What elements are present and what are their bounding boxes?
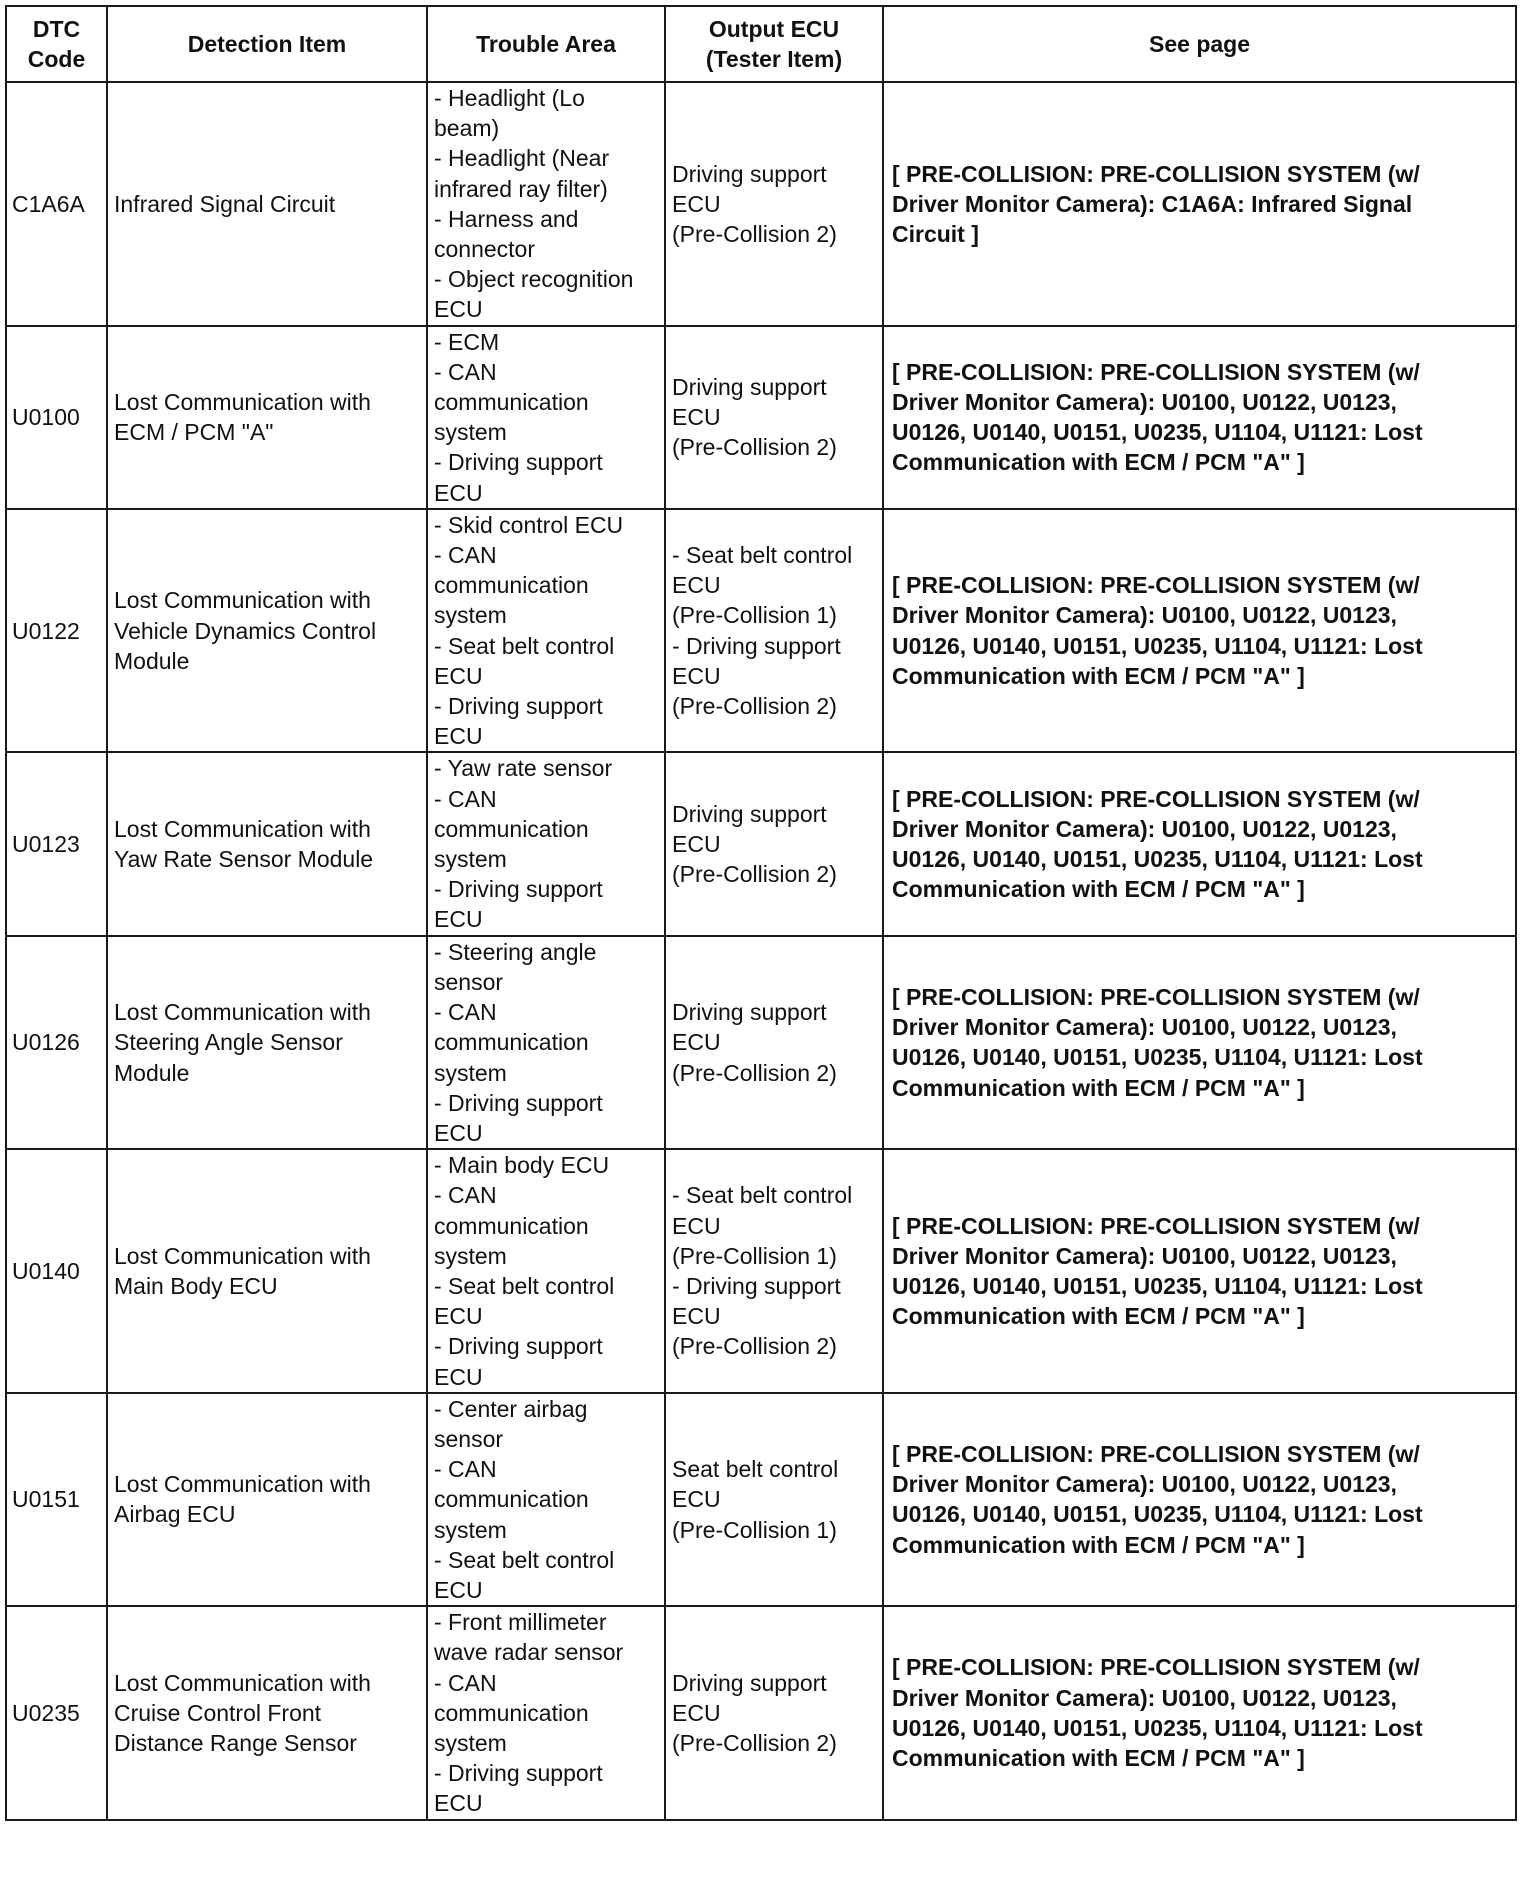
cell-line: (Pre-Collision 2) (672, 1059, 837, 1086)
cell-line: Driver Monitor Camera): U0100, U0122, U0123, (892, 602, 1397, 629)
cell-line: infrared ray filter) (434, 175, 608, 202)
cell-line: Airbag ECU (114, 1501, 236, 1528)
cell-line: ECU (434, 662, 483, 689)
table-row (6, 752, 1516, 935)
see-page-cell (883, 82, 1516, 326)
header-dtc-code (6, 6, 107, 82)
output-ecu-cell (665, 752, 883, 935)
header-line: DTC (32, 16, 81, 42)
see-page-cell (883, 752, 1516, 935)
cell-line: ECU (434, 723, 483, 750)
dtc-table (5, 5, 1517, 1821)
trouble-area-cell (427, 509, 665, 753)
see-page-cell (883, 1393, 1516, 1606)
cell-line: Driver Monitor Camera): U0100, U0122, U0123, (892, 389, 1397, 416)
cell-line: - CAN (434, 1182, 497, 1209)
header-line: See page (1149, 31, 1250, 57)
trouble-area-cell (427, 1606, 665, 1819)
cell-line: C1A6A (12, 190, 85, 217)
header-line: Output ECU (708, 16, 840, 42)
cell-line: system (434, 602, 507, 629)
cell-line: system (434, 1729, 507, 1756)
cell-line: communication (434, 389, 589, 416)
cell-line: Lost Communication with (114, 587, 371, 614)
cell-line: communication (434, 1212, 589, 1239)
output-ecu-cell (665, 936, 883, 1149)
cell-line: - CAN (434, 999, 497, 1026)
detection-item-cell (107, 82, 427, 326)
cell-line: [ PRE-COLLISION: PRE-COLLISION SYSTEM (w/ (892, 983, 1420, 1010)
cell-line: system (434, 1516, 507, 1543)
detection-item-cell (107, 326, 427, 509)
cell-line: ECU (434, 296, 483, 323)
cell-line: Driving support (672, 160, 827, 187)
dtc-code-cell (6, 509, 107, 753)
cell-line: communication (434, 1029, 589, 1056)
cell-line: communication (434, 572, 589, 599)
cell-line: sensor (434, 1425, 504, 1452)
cell-line: - Driving support (434, 1333, 603, 1360)
cell-line: - CAN (434, 1456, 497, 1483)
cell-line: ECU (434, 479, 483, 506)
cell-line: Lost Communication with (114, 1669, 371, 1696)
cell-line: Seat belt control (672, 1456, 839, 1483)
cell-line: Driver Monitor Camera): U0100, U0122, U0123, (892, 1684, 1397, 1711)
trouble-area-cell (427, 326, 665, 509)
cell-line: - Driving support (672, 1272, 841, 1299)
dtc-code-cell (6, 326, 107, 509)
table-row (6, 1149, 1516, 1393)
output-ecu-cell (665, 1606, 883, 1819)
cell-line: - Driving support (434, 1760, 603, 1787)
cell-line: - Seat belt control (434, 1546, 615, 1573)
cell-line: (Pre-Collision 1) (672, 1242, 837, 1269)
detection-item-cell (107, 509, 427, 753)
cell-line: - Driving support (434, 449, 603, 476)
cell-line: (Pre-Collision 1) (672, 1516, 837, 1543)
cell-line: ECU (672, 572, 721, 599)
cell-line: - Driving support (434, 1089, 603, 1116)
trouble-area-cell (427, 936, 665, 1149)
cell-line: Lost Communication with (114, 1471, 371, 1498)
cell-line: Module (114, 647, 190, 674)
output-ecu-cell (665, 326, 883, 509)
output-ecu-cell (665, 82, 883, 326)
cell-line: Module (114, 1059, 190, 1086)
cell-line: communication (434, 1699, 589, 1726)
cell-line: - CAN (434, 542, 497, 569)
detection-item-cell (107, 1393, 427, 1606)
see-page-cell (883, 1149, 1516, 1393)
cell-line: U0123 (12, 830, 80, 857)
trouble-area-cell (427, 752, 665, 935)
cell-line: ECU (434, 1576, 483, 1603)
dtc-code-cell (6, 1393, 107, 1606)
cell-line: [ PRE-COLLISION: PRE-COLLISION SYSTEM (w/ (892, 1441, 1420, 1468)
cell-line: U0126, U0140, U0151, U0235, U1104, U1121: Lost (892, 1714, 1423, 1741)
cell-line: - CAN (434, 1669, 497, 1696)
cell-line: Lost Communication with (114, 815, 371, 842)
cell-line: Driving support (672, 999, 827, 1026)
cell-line: - Driving support (672, 632, 841, 659)
cell-line: ECU (672, 1303, 721, 1330)
dtc-code-cell (6, 1606, 107, 1819)
dtc-code-cell (6, 1149, 107, 1393)
header-line: (Tester Item) (705, 46, 843, 72)
cell-line: sensor (434, 968, 504, 995)
cell-line: [ PRE-COLLISION: PRE-COLLISION SYSTEM (w/ (892, 1654, 1420, 1681)
cell-line: ECU (434, 1790, 483, 1817)
cell-line: system (434, 846, 507, 873)
table-row (6, 509, 1516, 753)
cell-line: [ PRE-COLLISION: PRE-COLLISION SYSTEM (w/ (892, 160, 1420, 187)
cell-line: U0126, U0140, U0151, U0235, U1104, U1121: Lost (892, 419, 1423, 446)
cell-line: (Pre-Collision 2) (672, 693, 837, 720)
cell-line: - Harness and (434, 205, 579, 232)
header-line: Trouble Area (476, 31, 616, 57)
table-row (6, 936, 1516, 1149)
cell-line: Lost Communication with (114, 1242, 371, 1269)
header-output-ecu (665, 6, 883, 82)
cell-line: wave radar sensor (434, 1639, 624, 1666)
cell-line: U0126, U0140, U0151, U0235, U1104, U1121: Lost (892, 1044, 1423, 1071)
header-line: Code (27, 46, 86, 72)
cell-line: - Center airbag (434, 1395, 588, 1422)
cell-line: ECU (434, 1119, 483, 1146)
trouble-area-cell (427, 82, 665, 326)
cell-line: system (434, 1059, 507, 1086)
see-page-cell (883, 509, 1516, 753)
dtc-code-cell (6, 936, 107, 1149)
cell-line: U0126, U0140, U0151, U0235, U1104, U1121: Lost (892, 632, 1423, 659)
cell-line: U0126, U0140, U0151, U0235, U1104, U1121: Lost (892, 846, 1423, 873)
cell-line: Driver Monitor Camera): C1A6A: Infrared Signal (892, 190, 1413, 217)
cell-line: communication (434, 815, 589, 842)
cell-line: (Pre-Collision 2) (672, 220, 837, 247)
cell-line: communication (434, 1486, 589, 1513)
cell-line: ECU (434, 1303, 483, 1330)
cell-line: U0126, U0140, U0151, U0235, U1104, U1121: Lost (892, 1501, 1423, 1528)
cell-line: Distance Range Sensor (114, 1729, 357, 1756)
cell-line: U0122 (12, 617, 80, 644)
cell-line: U0140 (12, 1257, 80, 1284)
cell-line: - Seat belt control (672, 1182, 853, 1209)
cell-line: Driving support (672, 1669, 827, 1696)
cell-line: ECU (672, 1212, 721, 1239)
see-page-cell (883, 326, 1516, 509)
cell-line: (Pre-Collision 2) (672, 434, 837, 461)
cell-line: - Seat belt control (672, 542, 853, 569)
cell-line: Lost Communication with (114, 999, 371, 1026)
cell-line: Driver Monitor Camera): U0100, U0122, U0123, (892, 815, 1397, 842)
detection-item-cell (107, 936, 427, 1149)
cell-line: ECU (672, 1699, 721, 1726)
cell-line: connector (434, 236, 536, 263)
cell-line: system (434, 1242, 507, 1269)
cell-line: ECU (672, 1486, 721, 1513)
cell-line: - Yaw rate sensor (434, 755, 613, 782)
cell-line: [ PRE-COLLISION: PRE-COLLISION SYSTEM (w/ (892, 785, 1420, 812)
header-see-page (883, 6, 1516, 82)
cell-line: [ PRE-COLLISION: PRE-COLLISION SYSTEM (w/ (892, 1212, 1420, 1239)
cell-line: U0126, U0140, U0151, U0235, U1104, U1121: Lost (892, 1272, 1423, 1299)
cell-line: Driving support (672, 373, 827, 400)
cell-line: (Pre-Collision 2) (672, 1729, 837, 1756)
detection-item-cell (107, 1606, 427, 1819)
cell-line: Cruise Control Front (114, 1699, 322, 1726)
header-line: Detection Item (187, 31, 347, 57)
table-row (6, 1606, 1516, 1819)
output-ecu-cell (665, 1393, 883, 1606)
cell-line: - Driving support (434, 876, 603, 903)
table-body (6, 82, 1516, 1820)
dtc-code-cell (6, 752, 107, 935)
cell-line: - Headlight (Lo (434, 85, 585, 111)
cell-line: Communication with ECM / PCM "A" ] (892, 1303, 1305, 1330)
table-row (6, 1393, 1516, 1606)
table-row (6, 326, 1516, 509)
cell-line: Communication with ECM / PCM "A" ] (892, 1074, 1305, 1101)
cell-line: ECU (672, 662, 721, 689)
detection-item-cell (107, 1149, 427, 1393)
see-page-cell (883, 1606, 1516, 1819)
cell-line: Steering Angle Sensor (114, 1029, 343, 1056)
cell-line: Communication with ECM / PCM "A" ] (892, 876, 1305, 903)
table-header (6, 6, 1516, 82)
cell-line: [ PRE-COLLISION: PRE-COLLISION SYSTEM (w/ (892, 572, 1420, 599)
cell-line: Communication with ECM / PCM "A" ] (892, 1745, 1305, 1772)
cell-line: - ECM (434, 328, 500, 355)
cell-line: [ PRE-COLLISION: PRE-COLLISION SYSTEM (w/ (892, 358, 1420, 385)
cell-line: Vehicle Dynamics Control (114, 617, 377, 644)
trouble-area-cell (427, 1393, 665, 1606)
cell-line: Communication with ECM / PCM "A" ] (892, 449, 1305, 476)
cell-line: - Seat belt control (434, 1272, 615, 1299)
cell-line: ECM / PCM "A" (114, 419, 274, 446)
cell-line: ECU (672, 190, 721, 217)
cell-line: - Seat belt control (434, 632, 615, 659)
table-row (6, 82, 1516, 326)
header-detection-item (107, 6, 427, 82)
cell-line: (Pre-Collision 2) (672, 861, 837, 888)
cell-line: Driver Monitor Camera): U0100, U0122, U0123, (892, 1471, 1397, 1498)
cell-line: ECU (672, 830, 721, 857)
output-ecu-cell (665, 1149, 883, 1393)
output-ecu-cell (665, 509, 883, 753)
cell-line: U0151 (12, 1486, 80, 1513)
cell-line: U0126 (12, 1029, 80, 1056)
cell-line: ECU (672, 1029, 721, 1056)
cell-line: - Headlight (Near (434, 145, 610, 172)
cell-line: - Driving support (434, 693, 603, 720)
cell-line: Driver Monitor Camera): U0100, U0122, U0123, (892, 1242, 1397, 1269)
cell-line: ECU (434, 906, 483, 933)
cell-line: - Skid control ECU (434, 511, 624, 538)
cell-line: U0235 (12, 1699, 80, 1726)
cell-line: Communication with ECM / PCM "A" ] (892, 662, 1305, 689)
cell-line: Yaw Rate Sensor Module (114, 846, 374, 873)
cell-line: - CAN (434, 785, 497, 812)
dtc-code-cell (6, 82, 107, 326)
cell-line: Infrared Signal Circuit (114, 190, 336, 217)
trouble-area-cell (427, 1149, 665, 1393)
cell-line: - CAN (434, 358, 497, 385)
header-row (6, 6, 1516, 82)
cell-line: Driver Monitor Camera): U0100, U0122, U0123, (892, 1014, 1397, 1041)
cell-line: Communication with ECM / PCM "A" ] (892, 1531, 1305, 1558)
cell-line: Main Body ECU (114, 1272, 278, 1299)
cell-line: Circuit ] (892, 220, 979, 247)
see-page-cell (883, 936, 1516, 1149)
cell-line: - Steering angle (434, 938, 597, 965)
cell-line: - Main body ECU (434, 1152, 610, 1179)
detection-item-cell (107, 752, 427, 935)
cell-line: beam) (434, 115, 500, 142)
cell-line: - Object recognition (434, 266, 634, 293)
cell-line: U0100 (12, 404, 80, 431)
cell-line: (Pre-Collision 1) (672, 602, 837, 629)
cell-line: ECU (672, 404, 721, 431)
cell-line: (Pre-Collision 2) (672, 1333, 837, 1360)
header-trouble-area (427, 6, 665, 82)
cell-line: ECU (434, 1363, 483, 1390)
cell-line: system (434, 419, 507, 446)
cell-line: Driving support (672, 800, 827, 827)
cell-line: Lost Communication with (114, 389, 371, 416)
cell-line: - Front millimeter (434, 1609, 607, 1636)
